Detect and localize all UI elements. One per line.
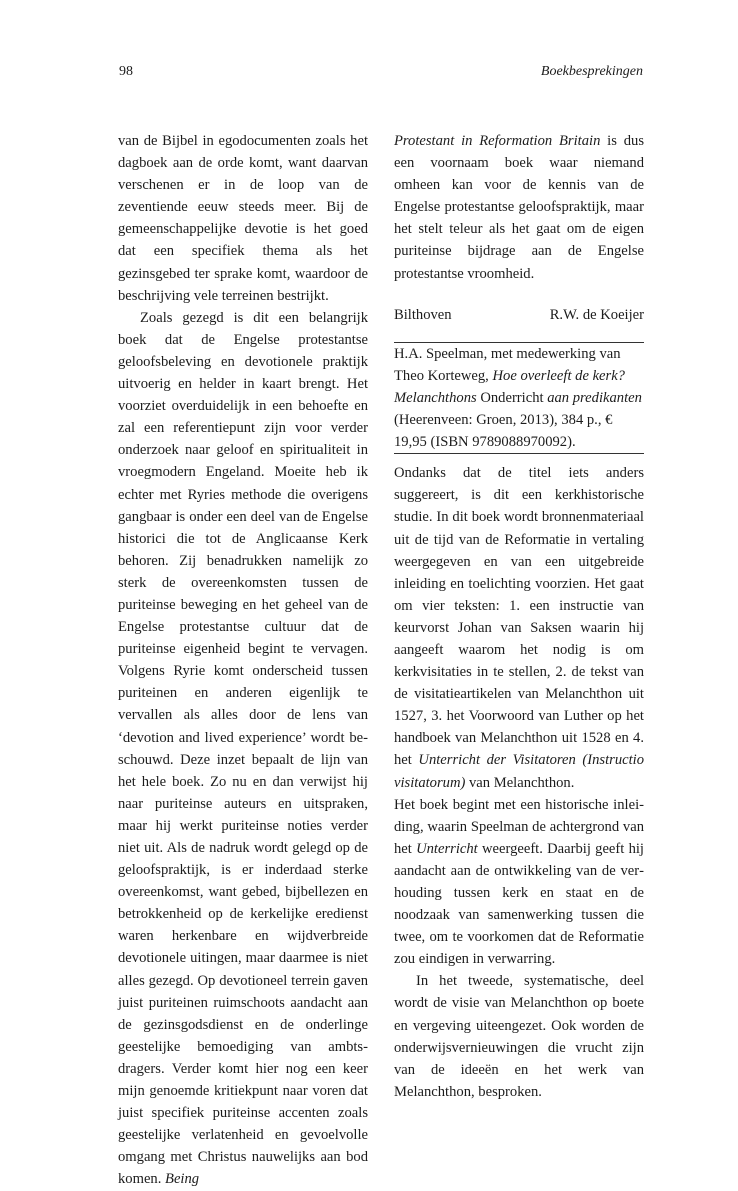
right-paragraph-3-end: weergeeft. Daarbij geeft hij aandacht aan de ontwikkeling van de verhouding tussen kerk en staat en de noodzaak van samenwerking tussen die twee, om te voorkomen dat de Reformatie zou eindigen in verwarring. [394,840,644,968]
citation-authors: H.A. Speelman, met medewerking van Theo Korteweg, [394,345,621,384]
left-column [118,130,368,1191]
signature-name: R.W. de Koeijer [549,306,644,323]
signature-place: Bilthoven [394,306,452,323]
right-paragraph-2-end: van Melanchthon. [465,774,575,791]
book-citation [394,343,644,453]
left-paragraph-2-text: Zoals gezegd is dit een belangrijk boek dat de Engelse protestantse geloofsbeleving en devotionele praktijk uitvoerig en helder in kaart brengt. Het voorziet overduidelijk in een behoefte en zal een referentiepunt zijn voor verder onderzoek naar geloof en spiritualiteit in vroegmodern Engeland. Moeite heb ik echter met Ryries methode die overigens gangbaar is onder een deel van de Engelse historici die tot de Anglicaanse Kerk behoren. Zij benadrukken namelijk zo sterk de overeenkomsten tussen de puriteinse beweging en het geheel van de Engelse protestantse cultuur dat de puriteinse eigenheid begint te vervagen. Volgens Ryrie komt onderscheid tussen puriteinen en anderen eigenlijk te vervallen als alles door de lens van ‘devotion and lived experience’ wordt beschouwd. Deze inzet bepaalt de lijn van het hele boek. Zo nu en dan verwijst hij naar puriteinse auteurs en uitspraken, maar hij werkt puriteinse noties verder niet uit. Als de nadruk wordt gelegd op de geloofspraktijk, is er inderdaad sterke overeenkomst, want gebed, bijbellezen en betrokkenheid op de kerkelijke eredienst waren herkenbare en wijdverbreide devotionele uitingen, maar daarmee is niet alles gezegd. Op devotioneel terrein gaven juist puriteinen ruimschoots aandacht aan de gezinsgodsdienst en de onderlinge geestelijke bemoediging van ambtsdragers. Verder komt hier nog een keer mijn genoemde kritiekpunt naar voren dat juist specifiek puriteinse accenten zoals geestelijke verlatenheid en gevoelvolle omgang met Christus nauwelijks aan bod komen. [118,309,368,1188]
page-number: 98 [119,64,133,79]
right-column [394,130,644,1103]
divider-bottom [394,453,644,454]
right-paragraph-1 [394,130,644,285]
citation-title-roman: Onderricht [476,389,548,406]
right-paragraph-2-italic: Unterricht der Visitatoren (Instructio visitatorum) [394,752,645,791]
right-paragraph-1-text: is dus een voornaam boek waar niemand omheen kan voor de kennis van de Engelse protestantse geloofspraktijk, maar het stelt teleur als het gaat om de eigen puriteinse bijdrage aan de Engelse protestantse vroomheid. [394,133,645,282]
citation-publication: (Heerenveen: Groen, 2013), 384 p., € 19,95 (ISBN 9789088970092). [394,412,613,451]
right-paragraph-4: In het tweede, systematische, deel wordt de visie van Melanchthon op boete en vergeving uiteengezet. Ook worden de onderwijsvernieuwingen die vrucht zijn van de ideeën en het werk van Melanchthon, besproken. [394,973,644,1100]
running-head: Boekbesprekingen [540,64,643,79]
right-paragraph-3-italic: Unterricht [416,840,478,857]
right-paragraph-2 [394,462,644,793]
right-paragraph-3-text: Het boek begint met een historische inleiding, waarin Speelman de achtergrond van het [394,796,644,857]
left-paragraph-2-italic: Being [165,1171,200,1188]
book-title-italic: Protestant in Reformation Britain [394,133,601,149]
left-paragraph-2 [118,307,368,1191]
citation-title-italic: Hoe overleeft de kerk? Melanchthons [394,367,625,406]
left-paragraph-1: van de Bijbel in egodocumenten zoals het dagboek aan de orde komt, want daarvan verschenen er in de loop van de zeventiende eeuw steeds meer. Bij de gemeenschappelijke devotie is het goed dat een specifiek thema als het gezinsgebed ter sprake komt, waardoor de beschrijving vele terreinen bestrijkt. [118,133,368,304]
page-header [0,64,738,86]
right-paragraph-3 [394,794,644,971]
review-signature [394,304,644,326]
right-paragraph-2-text: Ondanks dat de titel iets anders suggereert, is dit een kerkhistorische studie. In dit boek wordt bronnenmateriaal uit de tijd van de Reformatie in vertaling weergegeven en van een uitgebreide inleiding en toelichting voorzien. Het gaat om vier teksten: 1. een instructie van keurvorst Johan van Saksen waarin hij aangeeft waarom het nodig is om kerkvisitaties in te stellen, 2. de tekst van de visitatieartikelen van Melanchthon uit 1527, 3. het Voorwoord van Luther op het handboek van Melanchthon uit 1528 en 4. het [394,465,644,769]
citation-title-italic-2: aan predikanten [547,389,642,406]
